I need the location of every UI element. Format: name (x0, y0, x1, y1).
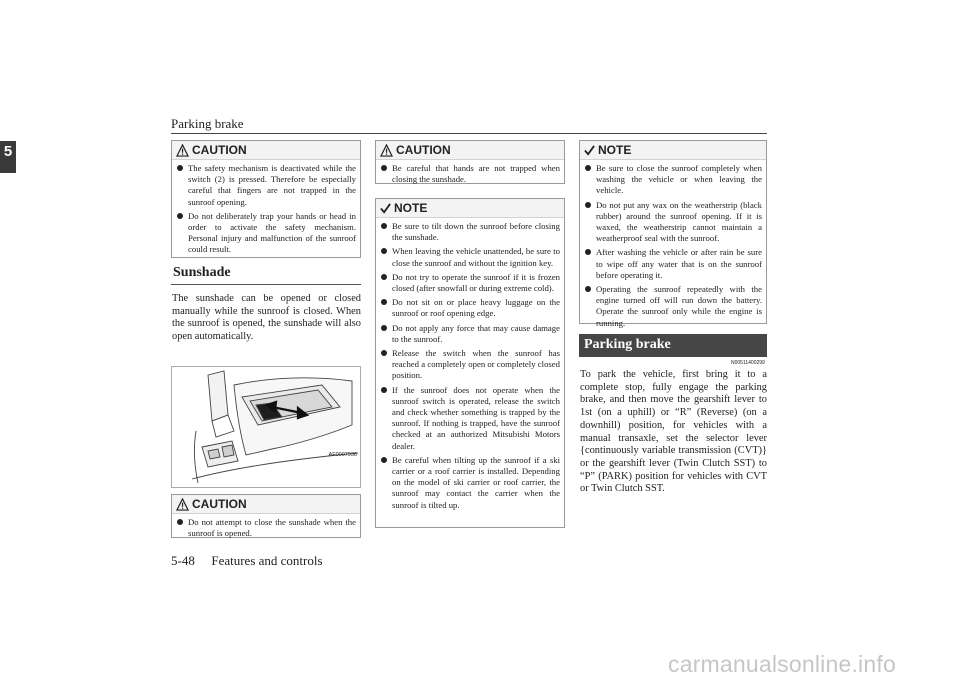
warning-icon (176, 498, 189, 511)
bullet-icon (381, 387, 387, 393)
note-item: After washing the vehicle or after rain be sure to wipe off any water that is on the sunroof before operating it. (584, 247, 762, 281)
sunshade-heading: Sunshade (173, 265, 231, 280)
bullet-icon (585, 249, 591, 255)
sunshade-heading-rule (171, 284, 361, 285)
footer-section: Features and controls (211, 553, 323, 568)
bullet-icon (177, 519, 183, 525)
caution-box-sunshade (171, 494, 361, 538)
bullet-icon (381, 299, 387, 305)
bullet-icon (177, 165, 183, 171)
bullet-icon (381, 248, 387, 254)
checkmark-icon (584, 145, 595, 156)
note-item: Be sure to close the sunroof completely when washing the vehicle or when leaving the vehicle. (584, 163, 762, 197)
figure-code: AF0007936 (328, 452, 357, 458)
caution-label: CAUTION (396, 143, 451, 157)
sunroof-illustration-icon (172, 367, 360, 487)
note-label: NOTE (598, 143, 632, 157)
sunshade-figure (171, 366, 361, 488)
header-rule (171, 133, 767, 134)
note-item: If the sunroof does not operate when the sunroof switch is operated, release the switch and check whether something is trapped by the sunroof. If nothing is trapped, have the sunroof checked at an authorized Mitsubishi Motors dealer. (380, 385, 560, 452)
caution-label: CAUTION (192, 143, 247, 157)
bullet-icon (381, 165, 387, 171)
bullet-icon (585, 286, 591, 292)
warning-icon (176, 144, 189, 157)
note-item: Be careful when tilting up the sunroof if a ski carrier or a roof carrier is installed. Depending on the model of ski carrier or roof carrier, the sunroof may contact the carrier when the sunroof is tilted up. (380, 455, 560, 511)
caution-item: The safety mechanism is deactivated while the switch (2) is pressed. Therefore be especially careful that fingers are not trapped in the sunroof opening. (176, 163, 356, 208)
note-item: Do not apply any force that may cause damage to the sunroof. (380, 323, 560, 345)
note-label: NOTE (394, 201, 428, 215)
note-item: Do not sit on or place heavy luggage on the sunroof or roof opening edge. (380, 297, 560, 319)
note-item: Release the switch when the sunroof has reached a completely open or completely closed position. (380, 348, 560, 382)
parking-brake-code: N00511400299 (731, 360, 765, 366)
note-item: Do not try to operate the sunroof if it is frozen closed (after snowfall or during extreme cold). (380, 272, 560, 294)
warning-icon (380, 144, 393, 157)
parking-brake-heading: Parking brake (584, 337, 671, 352)
page-footer (171, 553, 323, 569)
bullet-icon (177, 213, 183, 219)
caution-item: Do not deliberately trap your hands or head in order to activate the safety mechanism. Personal injury and malfunction of the sunroof could result. (176, 211, 356, 256)
caution-label: CAUTION (192, 497, 247, 511)
caution-box-hands (375, 140, 565, 184)
page-header-title: Parking brake (171, 116, 244, 131)
bullet-icon (381, 325, 387, 331)
caution-item: Do not attempt to close the sunshade when the sunroof is opened. (176, 517, 356, 539)
bullet-icon (585, 202, 591, 208)
caution-box-safety (171, 140, 361, 258)
parking-brake-text: To park the vehicle, first bring it to a complete stop, fully engage the parking brake, and then move the gearshift lever to 1st (on a uphill) or “R” (Reverse) (on a downhill) position, for vehicles with a manual transaxle, set the selector lever {continuously variable transmission (CVT)} or the gearshift lever (Twin Clutch SST) to “P” (PARK) position for vehicles with CVT or Twin Clutch SST. (580, 369, 767, 495)
watermark-text: carmanualsonline.info (668, 651, 896, 677)
chapter-number: 5 (3, 143, 13, 160)
bullet-icon (381, 274, 387, 280)
sunshade-text: The sunshade can be opened or closed manually while the sunroof is closed. When the sunroof is opened, the sunshade will also open automatically. (172, 293, 361, 343)
note-box-sunroof (375, 198, 565, 528)
page-number: 5-48 (171, 553, 195, 568)
caution-item: Be careful that hands are not trapped when closing the sunshade. (380, 163, 560, 185)
checkmark-icon (380, 203, 391, 214)
note-item: When leaving the vehicle unattended, be sure to close the sunroof and without the ignition key. (380, 246, 560, 268)
note-box-washing (579, 140, 767, 328)
bullet-icon (381, 350, 387, 356)
note-item: Operating the sunroof repeatedly with the engine turned off will run down the battery. Operate the sunroof only while the engine is running. (584, 284, 762, 329)
bullet-icon (585, 165, 591, 171)
bullet-icon (381, 457, 387, 463)
note-item: Do not put any wax on the weatherstrip (black rubber) around the sunroof opening. If it is waxed, the weatherstrip cannot maintain a weatherproof seal with the sunroof. (584, 200, 762, 245)
note-item: Be sure to tilt down the sunroof before closing the sunshade. (380, 221, 560, 243)
bullet-icon (381, 223, 387, 229)
